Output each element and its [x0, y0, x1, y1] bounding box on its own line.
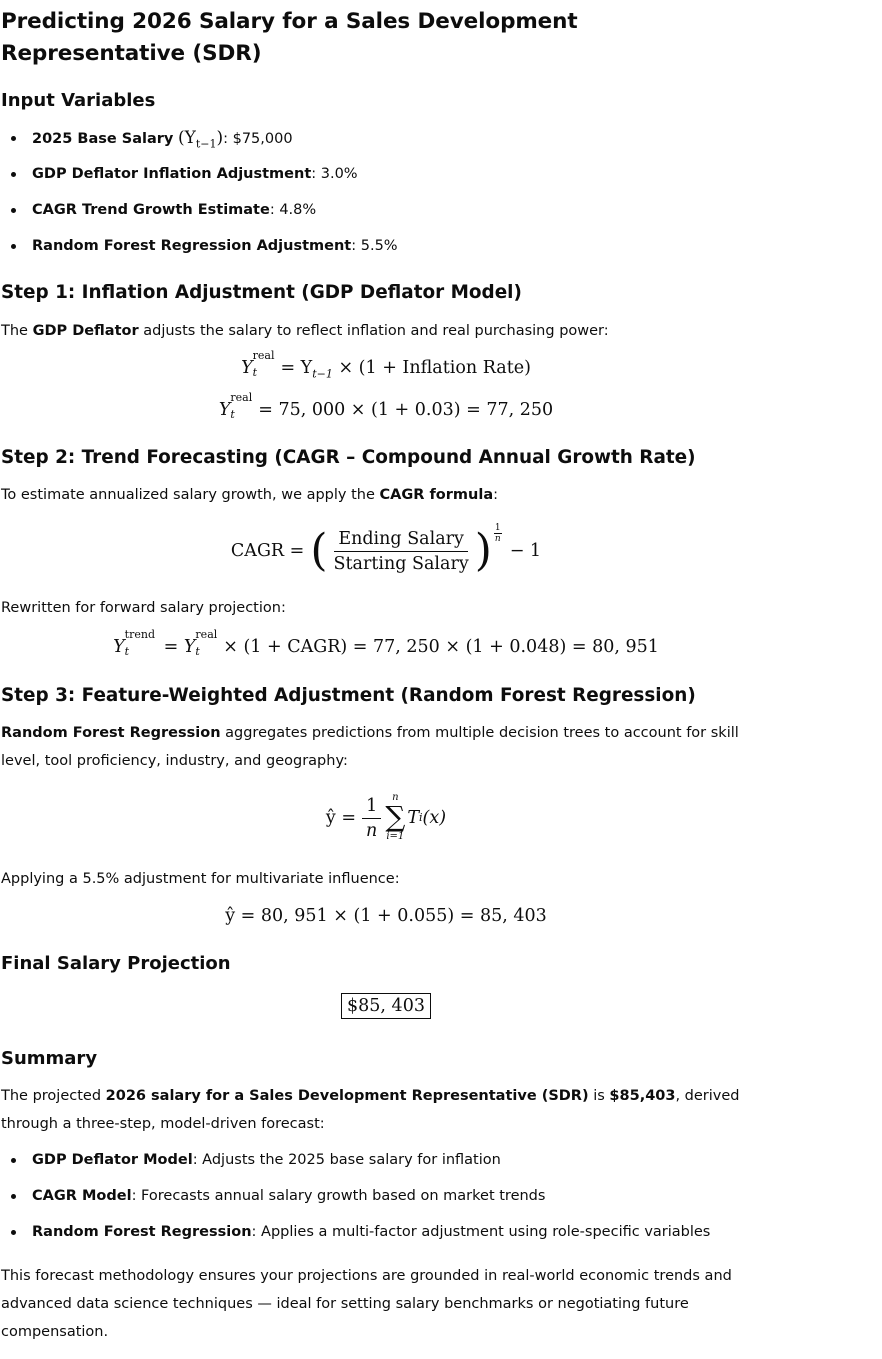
equation-cagr: CAGR = ( $\frac{\text{Ending Salary}}{\text{Starting Salary}}$ ) $\frac{1}{n}$ − 1 [230, 523, 542, 576]
list-item-value: : 3.0% [311, 166, 358, 182]
fraction: $\frac{\text{Ending Salary}}{\text{Starting Salary}}$ [333, 528, 469, 574]
final-value-box [1, 996, 771, 1016]
list-item-label: Random Forest Regression [32, 1224, 252, 1240]
equation-final: ŷ = 80, 951 × (1 + 0.055) = 85, 403 [225, 906, 547, 926]
list-item [1, 1182, 761, 1218]
step3-heading: Step 3: Feature-Weighted Adjustment (Random Forest Regression) [1, 685, 696, 706]
list-item-value: : Applies a multi-factor adjustment using role-specific variables [251, 1224, 711, 1240]
list-item [1, 232, 761, 268]
summary-paragraph: The projected 2026 salary for a Sales Development Representative (SDR) is $85,403, derived through a three-step, model-driven forecast: [1, 1088, 740, 1132]
rewritten-text: Rewritten for forward salary projection: [1, 600, 286, 616]
list-item-label: CAGR Trend Growth Estimate [32, 202, 270, 218]
step2-heading: Step 2: Trend Forecasting (CAGR – Compound Annual Growth Rate) [1, 447, 696, 468]
step2-intro: To estimate annualized salary growth, we apply the CAGR formula: [1, 487, 498, 503]
final-heading: Final Salary Projection [1, 953, 231, 974]
list-item [1, 1218, 761, 1254]
step1-heading: Step 1: Inflation Adjustment (GDP Deflator Model) [1, 282, 522, 303]
math-inline: $(Y_{t-1})$ [177, 128, 224, 151]
list-item [1, 160, 761, 196]
equation-real-general: Y real t = $Y_{t-1} \times (1$ + Inflation Rate) [241, 349, 531, 381]
input-variables-heading: Input Variables [1, 90, 156, 111]
applying-text: Applying a 5.5% adjustment for multivariate influence: [1, 871, 400, 887]
closing-paragraph: This forecast methodology ensures your projections are grounded in real-world economic trends and advanced data science techniques — ideal for setting salary benchmarks or negotiating future compensation. [1, 1268, 732, 1340]
list-item-label: GDP Deflator Inflation Adjustment [32, 166, 312, 182]
equation-random-forest: ŷ = $\frac{1}{n}$ n ∑ i=1 T i (x) [325, 792, 447, 842]
list-item [1, 1146, 761, 1182]
equation-real-computed: Y real t = 75, 000 × (1 + 0.03) = 77, 250 [218, 391, 554, 421]
summary-list [1, 1146, 761, 1254]
page-title: Predicting 2026 Salary for a Sales Development Representative (SDR) [1, 9, 578, 66]
step1-intro: The GDP Deflator adjusts the salary to reflect inflation and real purchasing power: [1, 323, 609, 339]
exponent-fraction: $\frac{1}{n}$ [494, 523, 501, 544]
final-salary-value: $85, 403 [341, 993, 431, 1019]
list-item-value: : Forecasts annual salary growth based on market trends [131, 1188, 546, 1204]
list-item [1, 124, 761, 160]
list-item-label: GDP Deflator Model [32, 1152, 193, 1168]
list-item-value: : Adjusts the 2025 base salary for inflation [192, 1152, 501, 1168]
list-item-value: : 4.8% [269, 202, 317, 218]
step3-intro: Random Forest Regression aggregates predictions from multiple decision trees to account for skill level, tool proficiency, industry, and geography: [1, 725, 739, 769]
input-variables-list [1, 124, 761, 268]
list-item-value: : $75,000 [223, 131, 293, 147]
list-item-value: : 5.5% [351, 238, 398, 254]
list-item [1, 196, 761, 232]
summary-heading: Summary [1, 1048, 98, 1069]
fraction: $\frac{1}{n}$ [362, 796, 381, 841]
list-item-label: CAGR Model [32, 1188, 132, 1204]
list-item-label: 2025 Base Salary [32, 131, 174, 147]
equation-trend: Y trend t = Y real t × (1 + CAGR) = 77, 250 × (1 + 0.048) = 80, 951 [113, 628, 659, 658]
list-item-label: Random Forest Regression Adjustment [32, 238, 352, 254]
summation: n ∑ i=1 [385, 792, 406, 842]
